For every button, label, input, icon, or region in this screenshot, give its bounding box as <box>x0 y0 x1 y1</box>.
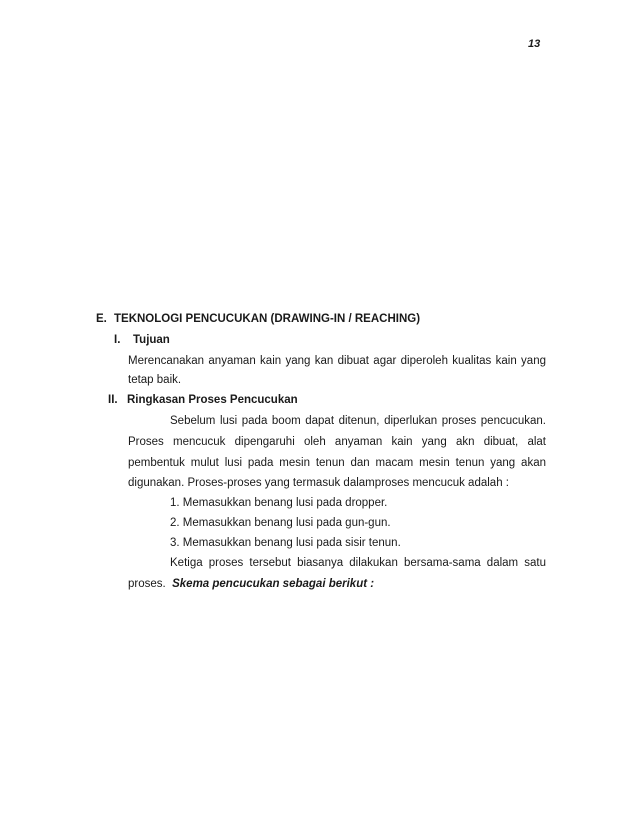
closing-line: Ketiga proses tersebut biasanya dilakukan bersama-sama dalam satu <box>170 557 546 569</box>
closing-start: proses. <box>128 578 166 590</box>
subheading-number: I. <box>114 334 121 346</box>
closing-sentence <box>128 578 546 590</box>
tujuan-line-2: tetap baik. <box>128 374 182 386</box>
page-number: 13 <box>528 38 541 50</box>
list-item: 3. Memasukkan benang lusi pada sisir tenun. <box>170 537 401 549</box>
ringkasan-line-2: Proses mencucuk dipengaruhi oleh anyaman kain yang akn dibuat, alat <box>128 436 546 448</box>
ringkasan-line-1: Sebelum lusi pada boom dapat ditenun, diperlukan proses pencucukan. <box>170 415 546 427</box>
list-item: 2. Memasukkan benang lusi pada gun-gun. <box>170 517 391 529</box>
schema-intro: Skema pencucukan sebagai berikut : <box>172 578 375 590</box>
section-letter: E. <box>96 313 107 325</box>
tujuan-line-1: Merencanakan anyaman kain yang kan dibuat agar diperoleh kualitas kain yang <box>128 355 546 367</box>
subheading-number: II. <box>108 394 118 406</box>
subheading-title: Ringkasan Proses Pencucukan <box>127 394 298 406</box>
section-heading <box>96 313 420 325</box>
list-item: 1. Memasukkan benang lusi pada dropper. <box>170 497 388 509</box>
section-title: TEKNOLOGI PENCUCUKAN (DRAWING-IN / REACHING) <box>114 313 421 325</box>
ringkasan-line-3: pembentuk mulut lusi pada mesin tenun dan macam mesin tenun yang akan <box>128 457 546 469</box>
subheading-ringkasan <box>108 394 298 406</box>
ringkasan-line-4: digunakan. Proses-proses yang termasuk dalamproses mencucuk adalah : <box>128 477 509 489</box>
subheading-tujuan <box>114 334 170 346</box>
subheading-title: Tujuan <box>133 334 170 346</box>
